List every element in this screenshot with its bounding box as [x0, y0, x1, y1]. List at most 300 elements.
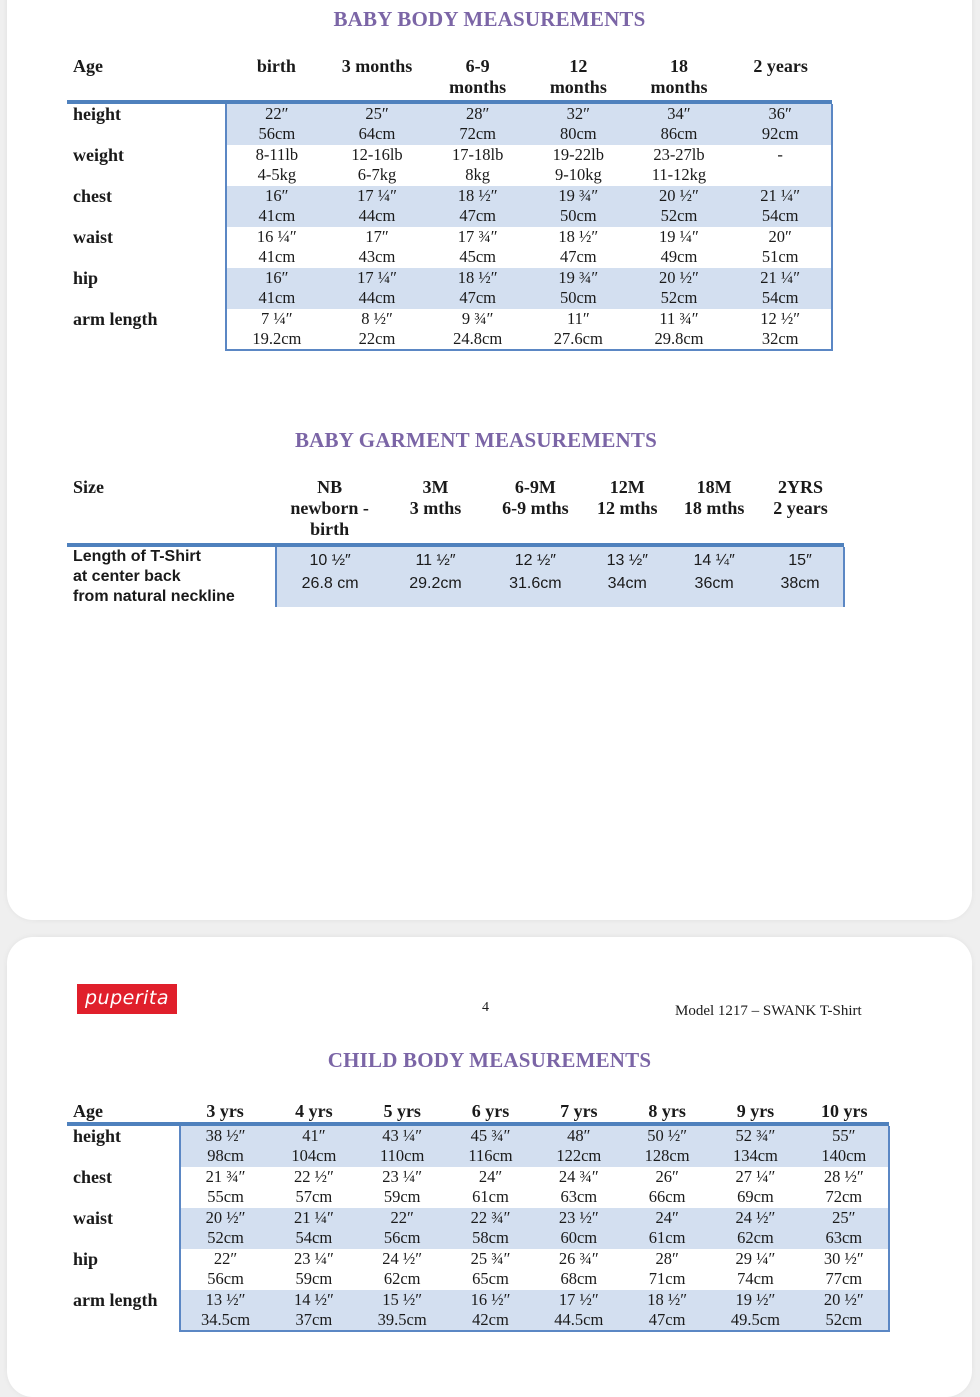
metric-value: 140cm	[821, 1146, 867, 1165]
metric-value: 26.8 cm	[301, 575, 359, 592]
measurement-cell	[623, 1126, 711, 1167]
imperial-value: 10 ½″	[309, 552, 351, 569]
imperial-value: 24 ¾″	[558, 1167, 599, 1186]
table-row	[67, 1290, 889, 1331]
table-row	[67, 1126, 889, 1167]
imperial-value: 18 ½″	[457, 268, 498, 287]
imperial-value: 36″	[768, 104, 792, 123]
imperial-value: 52 ¾″	[735, 1126, 776, 1145]
imperial-value: 19 ¾″	[558, 186, 599, 205]
measurement-cell	[800, 1249, 889, 1290]
metric-value: 22cm	[358, 329, 396, 348]
metric-value: 59cm	[295, 1269, 333, 1288]
column-header: 18M 18 mths	[683, 477, 745, 518]
measurement-cell	[180, 1249, 269, 1290]
metric-value: 47cm	[459, 206, 496, 225]
measurement-cell	[446, 1249, 534, 1290]
metric-value: 31.6cm	[509, 575, 562, 592]
metric-value: 42cm	[472, 1310, 509, 1329]
measurement-cell	[629, 186, 730, 227]
imperial-value: 19 ½″	[735, 1290, 776, 1309]
imperial-value: 55″	[832, 1126, 856, 1145]
measurement-cell	[180, 1167, 269, 1208]
metric-value: 44cm	[358, 288, 396, 307]
imperial-value: 23 ½″	[558, 1208, 599, 1227]
metric-value: 34.5cm	[201, 1310, 251, 1329]
column-header: 6 yrs	[471, 1101, 510, 1121]
imperial-value: 28″	[655, 1249, 679, 1268]
imperial-value: 41″	[302, 1126, 326, 1145]
row-label: waist	[73, 227, 113, 247]
imperial-value: 21 ¼″	[293, 1208, 334, 1227]
imperial-value: 15 ½″	[382, 1290, 423, 1309]
column-header: 18 months	[650, 56, 708, 97]
measurement-cell	[528, 145, 629, 186]
imperial-value: 28 ½″	[823, 1167, 864, 1186]
imperial-value: 24 ½″	[382, 1249, 423, 1268]
column-header: 4 yrs	[295, 1101, 333, 1121]
imperial-value: 21 ¾″	[205, 1167, 246, 1186]
imperial-value: 26 ¾″	[558, 1249, 599, 1268]
row-label: height	[73, 104, 122, 124]
metric-value: 45cm	[459, 247, 496, 266]
imperial-value: 14 ¼″	[693, 552, 735, 569]
metric-value: 56cm	[207, 1269, 244, 1288]
child-body-title: CHILD BODY MEASUREMENTS	[327, 1048, 652, 1072]
table-row	[67, 186, 832, 227]
measurement-cell	[711, 1249, 799, 1290]
measurement-cell	[358, 1167, 446, 1208]
measurement-cell	[226, 145, 327, 186]
measurement-cell	[629, 268, 730, 309]
column-header: 6-9 months	[449, 56, 507, 97]
measurement-cell	[629, 104, 730, 145]
imperial-value: 21 ¼″	[760, 186, 801, 205]
metric-value: 50cm	[559, 288, 597, 307]
measurement-cell	[629, 145, 730, 186]
imperial-value: 13 ½″	[205, 1290, 246, 1309]
column-header: 3 yrs	[206, 1101, 244, 1121]
metric-value: 29.2cm	[409, 575, 462, 592]
age-header: Age	[73, 1101, 103, 1121]
imperial-value: 18 ½″	[647, 1290, 688, 1309]
measurement-cell	[528, 186, 629, 227]
measurement-cell	[729, 268, 832, 309]
measurement-cell	[487, 547, 583, 607]
table-row	[67, 309, 832, 350]
table-row	[67, 547, 844, 607]
imperial-value: 14 ½″	[293, 1290, 334, 1309]
imperial-value: 22 ¾″	[470, 1208, 511, 1227]
measurement-cell	[327, 227, 428, 268]
imperial-value: 25″	[832, 1208, 856, 1227]
measurement-cell	[358, 1208, 446, 1249]
page-number: 4	[482, 1000, 489, 1015]
metric-value: 51cm	[761, 247, 799, 266]
metric-value: 44cm	[358, 206, 396, 225]
metric-value: 54cm	[295, 1228, 333, 1247]
imperial-value: 11 ½″	[415, 552, 456, 569]
metric-value: 55cm	[207, 1187, 244, 1206]
metric-value: 110cm	[380, 1146, 425, 1165]
imperial-value: 23-27lb	[653, 145, 705, 164]
measurement-cell	[446, 1126, 534, 1167]
row-label: waist	[73, 1208, 113, 1228]
measurement-cell	[446, 1290, 534, 1331]
metric-value: 52cm	[207, 1228, 244, 1247]
column-header: 7 yrs	[560, 1101, 598, 1121]
measurement-cell	[180, 1208, 269, 1249]
model-label: Model 1217 – SWANK T-Shirt	[675, 1003, 862, 1019]
metric-value: 49cm	[660, 247, 698, 266]
measurement-cell	[729, 309, 832, 350]
column-header: 12 months	[549, 56, 607, 97]
measurement-cell	[623, 1208, 711, 1249]
metric-value: 52cm	[660, 206, 698, 225]
imperial-value: 17 ¼″	[357, 186, 397, 205]
metric-value: 47cm	[459, 288, 496, 307]
measurement-cell	[711, 1167, 799, 1208]
row-label: weight	[73, 145, 124, 165]
measurement-cell	[180, 1126, 269, 1167]
header-row	[67, 56, 832, 100]
table-row	[67, 104, 832, 145]
measurement-cell	[800, 1208, 889, 1249]
measurement-cell	[623, 1290, 711, 1331]
imperial-value: 22″	[265, 104, 289, 123]
metric-value: 77cm	[825, 1269, 863, 1288]
imperial-value: 20 ½″	[659, 186, 699, 205]
measurement-cell	[270, 1167, 358, 1208]
measurement-cell	[446, 1167, 534, 1208]
measurement-cell	[757, 547, 844, 607]
table-row	[67, 145, 832, 186]
measurement-cell	[535, 1167, 623, 1208]
metric-value: 57cm	[295, 1187, 333, 1206]
measurement-cell	[528, 268, 629, 309]
column-header: 10 yrs	[821, 1101, 868, 1121]
metric-value: 39.5cm	[377, 1310, 427, 1329]
header-row	[67, 1098, 889, 1122]
imperial-value: 9 ¾″	[461, 309, 494, 328]
metric-value: 41cm	[258, 247, 296, 266]
measurement-cell	[671, 547, 757, 607]
metric-value: 24.8cm	[453, 329, 503, 348]
column-header: 2YRS 2 years	[773, 477, 828, 518]
metric-value: 29.8cm	[654, 329, 704, 348]
imperial-value: 17 ½″	[558, 1290, 599, 1309]
measurement-cell	[800, 1126, 889, 1167]
measurement-cell	[327, 309, 428, 350]
imperial-value: 25 ¾″	[470, 1249, 511, 1268]
measurement-cell	[226, 104, 327, 145]
metric-value: 64cm	[358, 124, 396, 143]
measurement-cell	[427, 268, 528, 309]
row-label: chest	[73, 186, 112, 206]
row-label: hip	[73, 268, 99, 288]
measurement-cell	[226, 227, 327, 268]
measurement-cell	[358, 1126, 446, 1167]
metric-value: 19.2cm	[252, 329, 302, 348]
size-header: Size	[73, 477, 104, 497]
metric-value: 8kg	[465, 165, 491, 184]
metric-value: 59cm	[383, 1187, 421, 1206]
metric-value: 62cm	[383, 1269, 421, 1288]
imperial-value: 50 ½″	[647, 1126, 688, 1145]
imperial-value: 26″	[655, 1167, 679, 1186]
imperial-value: 38 ½″	[205, 1126, 246, 1145]
imperial-value: 12 ½″	[514, 552, 556, 569]
imperial-value: 45 ¾″	[470, 1126, 511, 1145]
imperial-value: 21 ¼″	[760, 268, 801, 287]
imperial-value: 16 ½″	[470, 1290, 511, 1309]
imperial-value: 12 ½″	[760, 309, 801, 328]
row-label: hip	[73, 1249, 99, 1269]
measurement-cell	[270, 1126, 358, 1167]
metric-value: 44.5cm	[554, 1310, 604, 1329]
measurement-cell	[270, 1208, 358, 1249]
child-body-table	[67, 1098, 890, 1332]
metric-value: 56cm	[383, 1228, 421, 1247]
metric-value: 116cm	[468, 1146, 513, 1165]
measurement-cell	[427, 104, 528, 145]
metric-value: 63cm	[825, 1228, 863, 1247]
measurement-cell	[800, 1167, 889, 1208]
measurement-cell	[270, 1290, 358, 1331]
imperial-value: 24″	[655, 1208, 679, 1227]
imperial-value: 8-11lb	[255, 145, 299, 164]
metric-value: 32cm	[761, 329, 799, 348]
column-header: 3M 3 mths	[409, 477, 462, 518]
measurement-cell	[427, 309, 528, 350]
metric-value: 43cm	[358, 247, 396, 266]
imperial-value: 12-16lb	[351, 145, 403, 164]
metric-value: 122cm	[556, 1146, 602, 1165]
metric-value: 37cm	[295, 1310, 333, 1329]
metric-value: 41cm	[258, 288, 296, 307]
measurement-cell	[427, 227, 528, 268]
imperial-value: 15″	[788, 552, 812, 569]
measurement-cell	[276, 547, 384, 607]
imperial-value: 30 ½″	[823, 1249, 864, 1268]
measurement-cell	[711, 1208, 799, 1249]
imperial-value: 16″	[265, 268, 289, 287]
metric-value: 68cm	[560, 1269, 598, 1288]
metric-value: 54cm	[761, 288, 799, 307]
metric-value: 38cm	[780, 575, 820, 592]
imperial-value: 18 ½″	[558, 227, 599, 246]
metric-value: 9-10kg	[554, 165, 602, 184]
imperial-value: 13 ½″	[606, 552, 648, 569]
puperita-logo: puperita	[77, 984, 177, 1014]
baby-garment-table	[67, 477, 845, 607]
measurement-cell	[427, 186, 528, 227]
table-row	[67, 227, 832, 268]
imperial-value: 17″	[365, 227, 389, 246]
metric-value: 74cm	[737, 1269, 774, 1288]
measurement-cell	[226, 186, 327, 227]
table-row	[67, 268, 832, 309]
table-row	[67, 1208, 889, 1249]
imperial-value: 8 ½″	[361, 309, 393, 328]
imperial-value: 18 ½″	[457, 186, 498, 205]
imperial-value: 19 ¼″	[659, 227, 699, 246]
metric-value: 47cm	[648, 1310, 686, 1329]
metric-value: 6-7kg	[357, 165, 397, 184]
measurement-cell	[327, 145, 428, 186]
page-card-1	[7, 0, 972, 920]
column-header: 5 yrs	[383, 1101, 421, 1121]
metric-value: 56cm	[258, 124, 296, 143]
measurement-cell	[384, 547, 488, 607]
measurement-cell	[358, 1290, 446, 1331]
measurement-cell	[623, 1249, 711, 1290]
row-label: arm length	[73, 309, 158, 329]
metric-value: 98cm	[207, 1146, 244, 1165]
measurement-cell	[729, 104, 832, 145]
row-label: height	[73, 1126, 122, 1146]
row-label: arm length	[73, 1290, 158, 1310]
imperial-value: 17-18lb	[452, 145, 504, 164]
row-label: chest	[73, 1167, 112, 1187]
metric-value: 61cm	[648, 1228, 686, 1247]
measurement-cell	[583, 547, 671, 607]
imperial-value: 11 ¾″	[659, 309, 699, 328]
metric-value: 11-12kg	[651, 165, 707, 184]
column-header: 12M 12 mths	[596, 477, 658, 518]
measurement-cell	[711, 1126, 799, 1167]
metric-value: 72cm	[459, 124, 496, 143]
metric-value: 47cm	[559, 247, 597, 266]
imperial-value: 16 ¼″	[256, 227, 297, 246]
measurement-cell	[535, 1126, 623, 1167]
measurement-cell	[180, 1290, 269, 1331]
imperial-value: 20″	[768, 227, 792, 246]
metric-value: 128cm	[644, 1146, 690, 1165]
imperial-value: 17 ¾″	[457, 227, 498, 246]
imperial-value: 20 ½″	[659, 268, 699, 287]
table-row	[67, 1249, 889, 1290]
metric-value: 71cm	[648, 1269, 686, 1288]
measurement-cell	[327, 268, 428, 309]
imperial-value: 11″	[566, 309, 590, 328]
metric-value: 52cm	[825, 1310, 863, 1329]
column-header: 3 months	[341, 56, 413, 76]
measurement-cell	[535, 1208, 623, 1249]
metric-value: 69cm	[737, 1187, 774, 1206]
metric-value: 34cm	[607, 575, 647, 592]
imperial-value: 32″	[566, 104, 591, 123]
row-label: Length of T-Shirt at center back from natural neckline	[73, 548, 235, 605]
measurement-cell	[629, 227, 730, 268]
baby-body-table	[67, 56, 833, 351]
metric-value: 86cm	[660, 124, 698, 143]
column-header: 2 years	[753, 56, 808, 76]
imperial-value: 24 ½″	[735, 1208, 776, 1227]
imperial-value: 7 ¼″	[261, 309, 293, 328]
measurement-cell	[800, 1290, 889, 1331]
metric-value: 65cm	[472, 1269, 509, 1288]
metric-value: 36cm	[694, 575, 734, 592]
metric-value: 92cm	[761, 124, 799, 143]
metric-value: 27.6cm	[553, 329, 603, 348]
header-row	[67, 477, 844, 543]
measurement-cell	[528, 104, 629, 145]
metric-value: 54cm	[761, 206, 799, 225]
measurement-cell	[427, 145, 528, 186]
metric-value: 63cm	[560, 1187, 598, 1206]
imperial-value: 23 ¼″	[293, 1249, 334, 1268]
measurement-cell	[446, 1208, 534, 1249]
measurement-cell	[535, 1290, 623, 1331]
imperial-value: 27 ¼″	[735, 1167, 776, 1186]
imperial-value: 43 ¼″	[382, 1126, 423, 1145]
measurement-cell	[729, 145, 832, 186]
measurement-cell	[528, 309, 629, 350]
imperial-value: -	[777, 145, 783, 164]
age-header: Age	[73, 56, 103, 76]
metric-value: 80cm	[559, 124, 597, 143]
table-row	[67, 1167, 889, 1208]
imperial-value: 48″	[567, 1126, 591, 1145]
metric-value: 4-5kg	[257, 165, 297, 184]
metric-value: 41cm	[258, 206, 296, 225]
metric-value: 52cm	[660, 288, 698, 307]
imperial-value: 22″	[390, 1208, 414, 1227]
metric-value: 61cm	[472, 1187, 509, 1206]
imperial-value: 28″	[465, 104, 490, 123]
metric-value: 62cm	[737, 1228, 774, 1247]
metric-value: 58cm	[472, 1228, 509, 1247]
metric-value: 134cm	[732, 1146, 778, 1165]
baby-body-title: BABY BODY MEASUREMENTS	[333, 7, 646, 31]
imperial-value: 34″	[667, 104, 691, 123]
column-header: NB newborn - birth	[290, 477, 369, 539]
measurement-cell	[623, 1167, 711, 1208]
imperial-value: 22 ½″	[293, 1167, 334, 1186]
column-header: 8 yrs	[648, 1101, 686, 1121]
column-header: birth	[256, 56, 296, 76]
metric-value: 50cm	[559, 206, 597, 225]
imperial-value: 16″	[265, 186, 289, 205]
imperial-value: 20 ½″	[823, 1290, 864, 1309]
measurement-cell	[226, 268, 327, 309]
measurement-cell	[535, 1249, 623, 1290]
measurement-cell	[528, 227, 629, 268]
column-header: 9 yrs	[736, 1101, 775, 1121]
measurement-cell	[358, 1249, 446, 1290]
metric-value: 72cm	[825, 1187, 863, 1206]
imperial-value: 23 ¼″	[382, 1167, 423, 1186]
imperial-value: 19-22lb	[552, 145, 604, 164]
measurement-cell	[729, 186, 832, 227]
measurement-cell	[226, 309, 327, 350]
imperial-value: 29 ¼″	[735, 1249, 776, 1268]
measurement-cell	[729, 227, 832, 268]
imperial-value: 17 ¼″	[357, 268, 397, 287]
measurement-cell	[327, 186, 428, 227]
imperial-value: 25″	[365, 104, 389, 123]
metric-value: 60cm	[560, 1228, 598, 1247]
metric-value: 104cm	[291, 1146, 337, 1165]
imperial-value: 22″	[213, 1249, 238, 1268]
metric-value: 66cm	[648, 1187, 686, 1206]
column-header: 6-9M 6-9 mths	[502, 477, 569, 518]
measurement-cell	[711, 1290, 799, 1331]
measurement-cell	[327, 104, 428, 145]
measurement-cell	[270, 1249, 358, 1290]
measurement-cell	[629, 309, 730, 350]
